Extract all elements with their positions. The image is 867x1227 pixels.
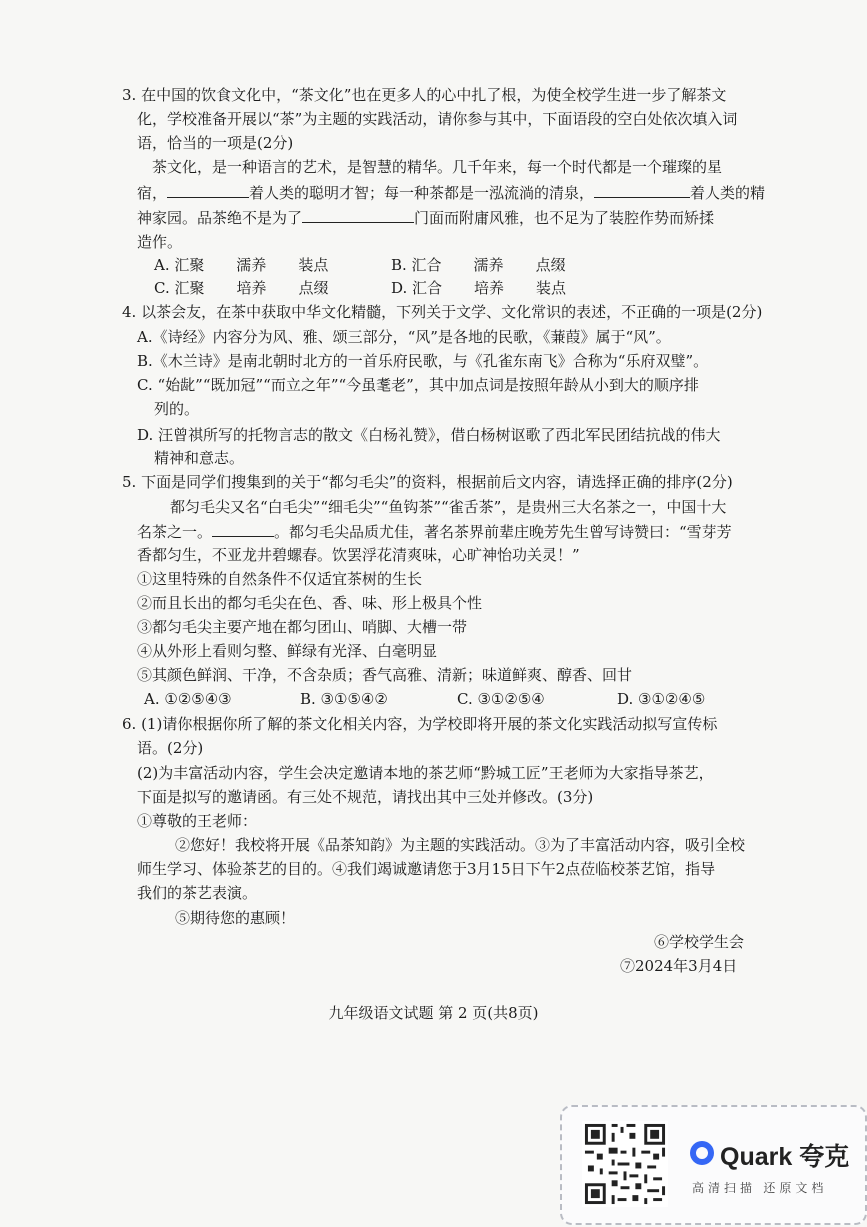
q3-passage-line3: 神家园。品茶绝不是为了 门面而附庸风雅，也不足为了装腔作势而矫揉 [137,206,714,229]
letter-salutation: ①尊敬的王老师： [137,812,258,830]
q5-sentence-1: ①这里特殊的自然条件不仅适宜茶树的生长 [137,570,423,588]
letter-signature: ⑥学校学生会 [654,933,745,951]
quark-logo-icon [690,1141,714,1165]
q6-part2-line1: (2)为丰富活动内容，学生会决定邀请本地的茶艺师“黔城工匠”王老师为大家指导茶艺， [137,764,714,782]
q3-stem-line3: 语，恰当的一项是(2分) [137,134,294,152]
q3-passage-line1: 茶文化，是一种语言的艺术，是智慧的精华。几千年来，每一个时代都是一个璀璨的星 [152,158,723,176]
q3-stem-line1: 3. 在中国的饮食文化中，“茶文化”也在更多人的心中扎了根，为使全校学生进一步了解茶文 [122,86,727,104]
q3-option-d: D. 汇合 培养 装点 [391,279,567,297]
q4-option-b: B.《木兰诗》是南北朝时北方的一首乐府民歌，与《孔雀东南飞》合称为“乐府双璧”。 [137,352,709,370]
q4-option-c-line2: 列的。 [154,400,200,418]
letter-closing: ⑤期待您的惠顾！ [175,909,296,927]
letter-date: ⑦2024年3月4日 [620,957,738,975]
q3-blank-1 [167,181,249,198]
q3-option-a: A. 汇聚 濡养 装点 [154,256,329,274]
q5-passage-line2: 名茶之一。 。都匀毛尖品质尤佳，著名茶界前辈庄晚芳先生曾写诗赞曰：“雪芽芳 [137,520,732,543]
quark-brand: Quark 夸克 [720,1143,850,1171]
q5-sentence-2: ②而且长出的都匀毛尖在色、香、味、形上极具个性 [137,594,483,612]
q5-option-c: C. ③①②⑤④ [457,690,545,708]
q5-option-d: D. ③①②④⑤ [617,690,706,708]
q5-option-b: B. ③①⑤④② [300,690,388,708]
q3-passage-line2: 宿， 着人类的聪明才智；每一种茶都是一泓流淌的清泉， 着人类的精 [137,181,765,204]
q6-part2-line2: 下面是拟写的邀请函。有三处不规范，请找出其中三处并修改。(3分) [137,788,594,806]
q5-sentence-3: ③都匀毛尖主要产地在都匀团山、哨脚、大槽一带 [137,618,468,636]
q5-option-a: A. ①②⑤④③ [144,690,232,708]
q6-part1-line2: 语。(2分) [137,739,204,757]
q3-option-c: C. 汇聚 培养 点缀 [154,279,329,297]
q5-sentence-4: ④从外形上看则匀整、鲜绿有光泽、白毫明显 [137,642,438,660]
q3-stem-line2: 化，学校准备开展以“茶”为主题的实践活动，请你参与其中，下面语段的空白处依次填入词 [137,110,738,128]
page-footer: 九年级语文试题 第 2 页(共8页) [328,1004,539,1022]
q4-option-c-line1: C. “始龀”“既加冠”“而立之年”“今虽耄老”，其中加点词是按照年龄从小到大的顺序排 [137,376,699,394]
letter-body-line1: ②您好！我校将开展《品茶知韵》为主题的实践活动。③为了丰富活动内容，吸引全校 [175,836,746,854]
q4-stem: 4. 以茶会友，在茶中获取中华文化精髓，下列关于文学、文化常识的表述，不正确的一项是(2分) [122,303,763,321]
q4-option-d-line2: 精神和意志。 [154,449,245,467]
q5-blank [212,520,274,537]
q3-passage-line4: 造作。 [137,233,183,251]
letter-body-line3: 我们的茶艺表演。 [137,884,258,902]
quark-watermark [560,1105,867,1225]
q5-sentence-5: ⑤其颜色鲜润、干净，不含杂质；香气高雅、清新；味道鲜爽、醇香、回甘 [137,666,633,684]
letter-body-line2: 师生学习、体验茶艺的目的。④我们竭诚邀请您于3月15日下午2点莅临校茶艺馆，指导 [137,860,716,878]
quark-tagline: 高清扫描 还原文档 [692,1181,828,1195]
q4-option-a: A.《诗经》内容分为风、雅、颂三部分，“风”是各地的民歌，《蒹葭》属于“风”。 [137,328,671,346]
q5-stem: 5. 下面是同学们搜集到的关于“都匀毛尖”的资料，根据前后文内容，请选择正确的排序(2分) [122,473,733,491]
q4-option-d-line1: D. 汪曾祺所写的托物言志的散文《白杨礼赞》，借白杨树讴歌了西北军民团结抗战的伟大 [137,426,721,444]
q3-blank-2 [594,181,690,198]
q5-passage-line1: 都匀毛尖又名“白毛尖”“细毛尖”“鱼钩茶”“雀舌茶”，是贵州三大名茶之一，中国十大 [170,498,727,516]
q3-option-b: B. 汇合 濡养 点缀 [391,256,566,274]
q5-passage-line3: 香都匀生，不亚龙井碧螺春。饮罢浮花清爽味，心旷神怡功关灵！” [137,546,580,564]
qr-code-icon [582,1121,668,1207]
q3-blank-3 [302,206,414,223]
q6-part1-line1: 6. (1)请你根据你所了解的茶文化相关内容，为学校即将开展的茶文化实践活动拟写宣传标 [122,715,718,733]
